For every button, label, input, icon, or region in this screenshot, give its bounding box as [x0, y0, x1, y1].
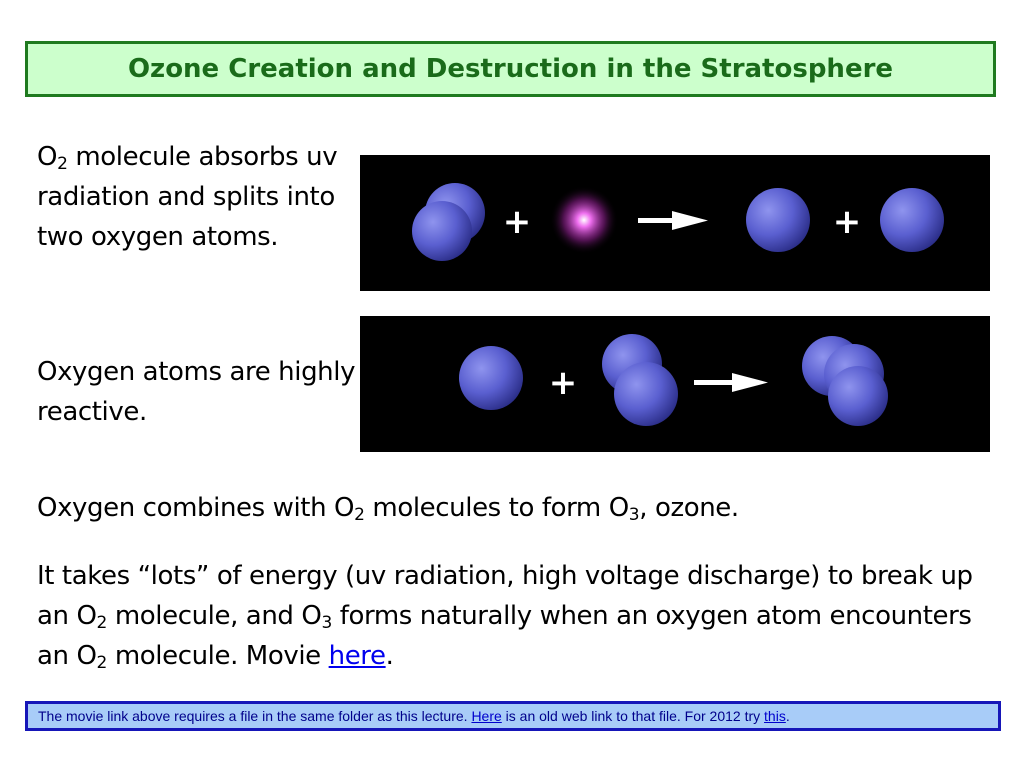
reaction-arrow [694, 373, 768, 392]
plus-sign: + [502, 202, 532, 242]
step4-part: It takes “lots” of energy (uv radiation, high voltage discharge) to break up an O [37, 561, 973, 631]
step1-rest: molecule absorbs uv radiation and splits into two oxygen atoms. [37, 142, 338, 252]
step3-part: , ozone. [639, 493, 739, 523]
photodissociation-diagram [360, 155, 990, 291]
step4-sub: 3 [321, 613, 332, 633]
o2-molecule [602, 334, 678, 426]
uv-photon [550, 186, 618, 254]
step3-text [37, 488, 997, 528]
page-title: Ozone Creation and Destruction in the Stratosphere [127, 54, 894, 84]
title-box [25, 41, 996, 97]
old-web-link[interactable]: Here [471, 708, 502, 724]
step1-o: O [37, 142, 58, 172]
step3-sub: 2 [354, 505, 365, 525]
ozone-formation-diagram [360, 316, 990, 452]
step4-part: molecule, and O [106, 601, 322, 631]
step4-sub: 2 [96, 653, 107, 673]
2012-link[interactable]: this [764, 708, 786, 724]
o3-molecule [802, 336, 888, 426]
step4-part: forms naturally when an oxygen atom encounters an O [37, 601, 972, 671]
step3-sub: 3 [628, 505, 640, 525]
footnote-text: The movie link above requires a file in the same folder as this lecture. [38, 708, 472, 724]
oxygen-atom [746, 188, 810, 252]
step2-text: Oxygen atoms are highly reactive. [37, 357, 356, 427]
footnote-text: . [785, 708, 790, 724]
step1-sub: 2 [57, 154, 68, 174]
footnote-box [25, 701, 1001, 731]
step4-part: . [385, 641, 394, 671]
step4-part: molecule. Movie [106, 641, 329, 671]
footnote-text: is an old web link to that file. For 2012 try [501, 708, 765, 724]
plus-sign: + [832, 202, 862, 242]
reaction-arrow [638, 211, 708, 230]
step4-text [37, 556, 997, 676]
step3-part: Oxygen combines with O [37, 493, 355, 523]
o2-molecule [412, 183, 485, 261]
movie-link[interactable]: here [328, 641, 386, 671]
step3-part: molecules to form O [364, 493, 629, 523]
step4-sub: 2 [96, 613, 107, 633]
plus-sign: + [548, 363, 578, 403]
oxygen-atom [459, 346, 523, 410]
oxygen-atom [880, 188, 944, 252]
step1-text [37, 137, 357, 257]
